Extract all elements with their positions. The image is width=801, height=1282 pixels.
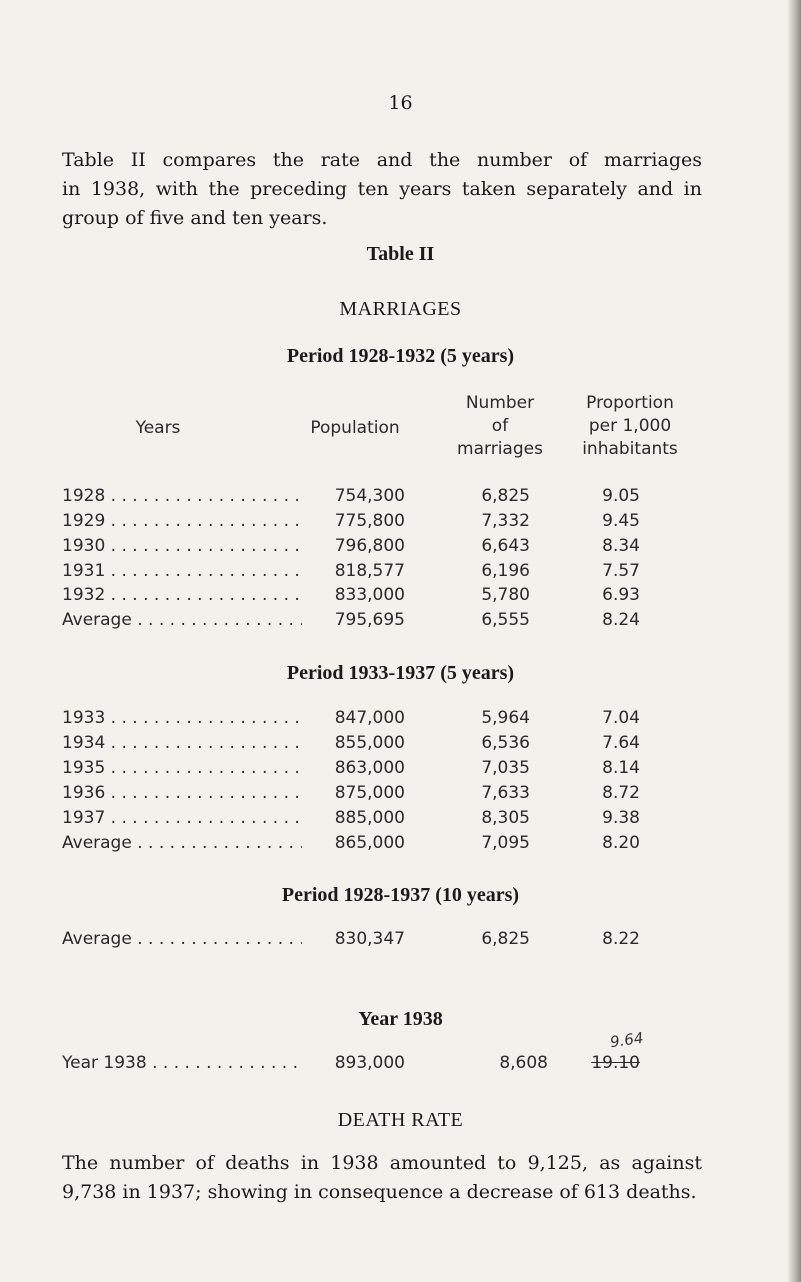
marriages-cell: 8,305 — [481, 808, 530, 828]
table-row — [0, 733, 801, 757]
population-cell: 833,000 — [334, 585, 405, 605]
population-cell: 795,695 — [334, 610, 405, 630]
column-header-line: marriages — [457, 439, 543, 459]
intro-line: Table II compares the rate and the number of marriages — [62, 149, 702, 171]
proportion-cell: 8.14 — [602, 758, 640, 778]
proportion-cell: 8.24 — [602, 610, 640, 630]
proportion-cell: 7.04 — [602, 708, 640, 728]
death-rate-line: The number of deaths in 1938 amounted to 9,125, as against — [62, 1152, 702, 1174]
population-cell: 754,300 — [334, 486, 405, 506]
handwritten-annotation: 9.64 — [608, 1028, 645, 1052]
column-header-marriages — [440, 392, 560, 461]
table-row — [0, 833, 801, 857]
row-label: 1930 . . . — [62, 536, 302, 556]
column-header-population: Population — [310, 418, 400, 438]
marriages-cell: 6,643 — [481, 536, 530, 556]
population-cell: 830,347 — [334, 929, 405, 949]
marriages-cell: 6,536 — [481, 733, 530, 753]
page-edge — [787, 0, 801, 1282]
population-cell: 855,000 — [334, 733, 405, 753]
proportion-cell: 9.38 — [602, 808, 640, 828]
column-header-line: Proportion — [586, 393, 674, 413]
row-label: 1928 . . . — [62, 486, 302, 506]
column-header-proportion — [560, 392, 700, 461]
marriages-cell: 5,780 — [481, 585, 530, 605]
table-row — [0, 708, 801, 732]
section-heading: Year 1938 — [358, 1008, 443, 1030]
marriages-cell: 7,095 — [481, 833, 530, 853]
section-heading: Period 1933-1937 (5 years) — [286, 662, 515, 684]
table-row — [0, 561, 801, 585]
table-row — [0, 758, 801, 782]
marriages-cell: 5,964 — [481, 708, 530, 728]
marriages-cell: 6,825 — [481, 486, 530, 506]
column-header-years: Years — [135, 418, 181, 438]
proportion-cell: 6.93 — [602, 585, 640, 605]
row-label: 1936 . . . — [62, 783, 302, 803]
row-label: 1933 . . . — [62, 708, 302, 728]
proportion-cell: 8.72 — [602, 783, 640, 803]
proportion-cell: 9.45 — [602, 511, 640, 531]
death-rate-line: 9,738 in 1937; showing in consequence a decrease of 613 deaths. — [62, 1181, 697, 1203]
table-row — [0, 536, 801, 560]
table-row — [0, 486, 801, 510]
row-label: 1935 . . . — [62, 758, 302, 778]
population-cell: 885,000 — [334, 808, 405, 828]
row-label: Average . . . — [62, 929, 302, 949]
table-row — [0, 808, 801, 832]
marriages-cell: 8,608 — [499, 1053, 548, 1073]
section-heading: Period 1928-1937 (10 years) — [281, 884, 520, 906]
population-cell: 796,800 — [334, 536, 405, 556]
intro-line: group of five and ten years. — [62, 207, 328, 229]
row-label: 1932 . . . — [62, 585, 302, 605]
proportion-cell: 19.10 — [591, 1053, 640, 1073]
population-cell: 818,577 — [334, 561, 405, 581]
row-label: Average . . . — [62, 610, 302, 630]
population-cell: 875,000 — [334, 783, 405, 803]
table-row — [0, 585, 801, 609]
table-row — [0, 610, 801, 634]
table-row — [0, 783, 801, 807]
proportion-cell: 8.22 — [602, 929, 640, 949]
proportion-cell: 8.34 — [602, 536, 640, 556]
row-label: Average . . . — [62, 833, 302, 853]
column-header-line: Number — [465, 393, 535, 413]
marriages-cell: 7,035 — [481, 758, 530, 778]
marriages-cell: 6,555 — [481, 610, 530, 630]
row-label: 1934 . . . — [62, 733, 302, 753]
death-rate-paragraph — [62, 1149, 702, 1207]
proportion-cell: 7.57 — [602, 561, 640, 581]
table-title: Table II — [366, 243, 435, 265]
row-label: 1937 . . . — [62, 808, 302, 828]
row-label: Year 1938 . . . — [62, 1053, 302, 1073]
population-cell: 847,000 — [334, 708, 405, 728]
population-cell: 893,000 — [334, 1053, 405, 1073]
proportion-cell: 7.64 — [602, 733, 640, 753]
row-label: 1929 . . . — [62, 511, 302, 531]
intro-line: in 1938, with the preceding ten years taken separately and in — [62, 178, 702, 200]
row-label: 1931 . . . — [62, 561, 302, 581]
death-rate-heading: DEATH RATE — [337, 1109, 464, 1131]
section-heading: Period 1928-1932 (5 years) — [286, 345, 515, 367]
population-cell: 863,000 — [334, 758, 405, 778]
marriages-cell: 7,633 — [481, 783, 530, 803]
table-row — [0, 929, 801, 953]
table-row — [0, 1053, 801, 1077]
page-number: 16 — [388, 92, 413, 114]
intro-paragraph — [62, 146, 702, 233]
population-cell: 775,800 — [334, 511, 405, 531]
marriages-cell: 6,196 — [481, 561, 530, 581]
column-header-line: per 1,000 — [588, 416, 672, 436]
table-subtitle: MARRIAGES — [339, 298, 462, 320]
marriages-cell: 7,332 — [481, 511, 530, 531]
column-header-line: inhabitants — [582, 439, 678, 459]
proportion-cell: 9.05 — [602, 486, 640, 506]
proportion-cell: 8.20 — [602, 833, 640, 853]
marriages-cell: 6,825 — [481, 929, 530, 949]
column-header-line: of — [491, 416, 509, 436]
table-row — [0, 511, 801, 535]
population-cell: 865,000 — [334, 833, 405, 853]
